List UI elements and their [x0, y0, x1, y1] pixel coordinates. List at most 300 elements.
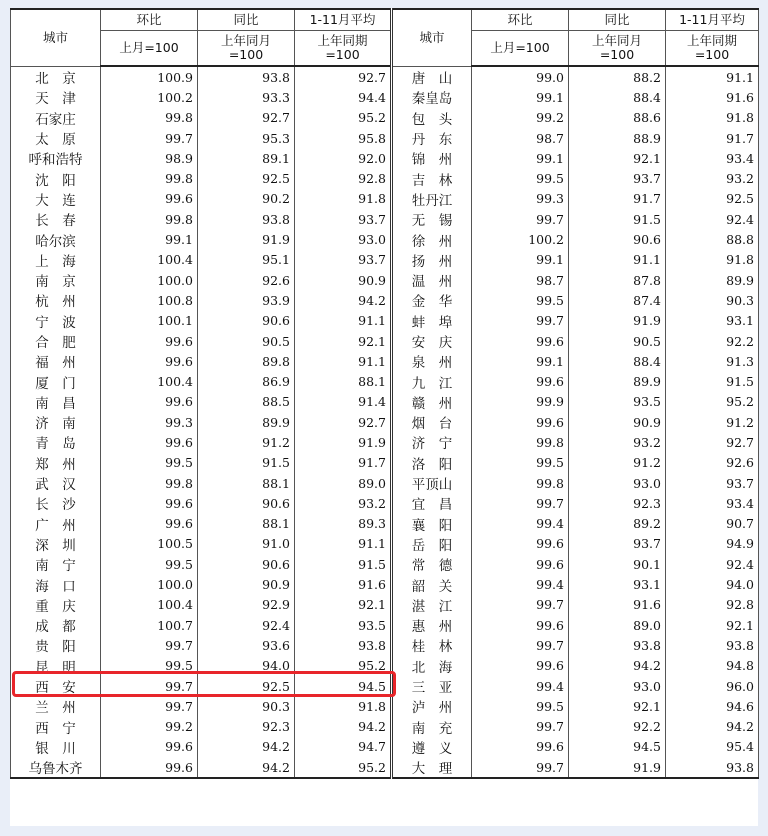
mom-cell: 99.6 — [472, 656, 569, 676]
avg-cell: 91.1 — [295, 351, 392, 371]
mom-cell: 99.6 — [472, 615, 569, 635]
city-cell: 惠 州 — [392, 615, 472, 635]
yoy-cell: 88.2 — [569, 66, 666, 87]
avg-cell: 91.8 — [295, 696, 392, 716]
mom-cell: 100.5 — [101, 534, 198, 554]
yoy-cell: 92.9 — [198, 595, 295, 615]
avg-cell: 91.4 — [295, 392, 392, 412]
city-cell: 银 川 — [11, 737, 101, 757]
yoy-cell: 89.0 — [569, 615, 666, 635]
city-cell: 秦皇岛 — [392, 87, 472, 107]
city-cell: 青 岛 — [11, 432, 101, 452]
mom-cell: 99.0 — [472, 66, 569, 87]
avg-cell: 93.2 — [295, 493, 392, 513]
avg-cell: 93.4 — [666, 493, 759, 513]
city-cell: 贵 阳 — [11, 635, 101, 655]
city-cell: 常 德 — [392, 554, 472, 574]
mom-cell: 99.2 — [472, 108, 569, 128]
city-cell: 上 海 — [11, 250, 101, 270]
city-cell: 赣 州 — [392, 392, 472, 412]
avg-cell: 91.5 — [295, 554, 392, 574]
yoy-cell: 95.3 — [198, 128, 295, 148]
avg-cell: 88.1 — [295, 371, 392, 391]
mom-cell: 98.9 — [101, 148, 198, 168]
city-cell: 广 州 — [11, 514, 101, 534]
mom-cell: 100.2 — [472, 229, 569, 249]
mom-cell: 99.8 — [101, 473, 198, 493]
avg-cell: 93.8 — [666, 635, 759, 655]
city-cell: 呼和浩特 — [11, 148, 101, 168]
city-cell: 石家庄 — [11, 108, 101, 128]
city-cell: 海 口 — [11, 574, 101, 594]
header-city-left: 城市 — [11, 9, 101, 66]
avg-cell: 93.2 — [666, 168, 759, 188]
yoy-cell: 89.2 — [569, 514, 666, 534]
header-yoy-base-right — [569, 31, 666, 67]
table-row — [11, 270, 759, 290]
city-cell: 济 宁 — [392, 432, 472, 452]
yoy-cell: 95.1 — [198, 250, 295, 270]
header-yoy-base-line1: 上年同月 — [591, 33, 642, 48]
mom-cell: 99.5 — [101, 453, 198, 473]
city-cell: 平顶山 — [392, 473, 472, 493]
city-cell: 天 津 — [11, 87, 101, 107]
city-cell: 兰 州 — [11, 696, 101, 716]
city-cell: 太 原 — [11, 128, 101, 148]
mom-cell: 99.1 — [472, 87, 569, 107]
avg-cell: 89.0 — [295, 473, 392, 493]
yoy-cell: 91.7 — [569, 189, 666, 209]
yoy-cell: 89.9 — [198, 412, 295, 432]
yoy-cell: 93.8 — [569, 635, 666, 655]
header-avg-base-line1: 上年同期 — [686, 33, 737, 48]
header-yoy-base-line2: =100 — [599, 47, 635, 62]
yoy-cell: 91.2 — [569, 453, 666, 473]
yoy-cell: 87.4 — [569, 290, 666, 310]
city-cell: 南 京 — [11, 270, 101, 290]
city-cell: 唐 山 — [392, 66, 472, 87]
yoy-cell: 88.5 — [198, 392, 295, 412]
mom-cell: 99.5 — [472, 696, 569, 716]
mom-cell: 99.6 — [101, 737, 198, 757]
city-cell: 扬 州 — [392, 250, 472, 270]
mom-cell: 99.6 — [101, 493, 198, 513]
yoy-cell: 93.1 — [569, 574, 666, 594]
city-cell: 北 海 — [392, 656, 472, 676]
city-cell: 成 都 — [11, 615, 101, 635]
yoy-cell: 92.7 — [198, 108, 295, 128]
avg-cell: 94.2 — [295, 717, 392, 737]
mom-cell: 99.9 — [472, 392, 569, 412]
mom-cell: 99.8 — [101, 168, 198, 188]
mom-cell: 99.6 — [472, 554, 569, 574]
yoy-cell: 90.6 — [198, 493, 295, 513]
avg-cell: 92.5 — [666, 189, 759, 209]
city-cell: 大 理 — [392, 757, 472, 778]
yoy-cell: 92.2 — [569, 717, 666, 737]
mom-cell: 99.6 — [472, 371, 569, 391]
avg-cell: 92.8 — [666, 595, 759, 615]
header-mom-base-left: 上月=100 — [101, 31, 198, 67]
yoy-cell: 93.8 — [198, 209, 295, 229]
city-cell: 温 州 — [392, 270, 472, 290]
city-cell: 九 江 — [392, 371, 472, 391]
table-row — [11, 108, 759, 128]
avg-cell: 91.9 — [295, 432, 392, 452]
avg-cell: 94.0 — [666, 574, 759, 594]
yoy-cell: 86.9 — [198, 371, 295, 391]
header-mom-left: 环比 — [101, 9, 198, 31]
city-cell: 合 肥 — [11, 331, 101, 351]
table-row — [11, 87, 759, 107]
mom-cell: 99.6 — [101, 189, 198, 209]
city-cell: 无 锡 — [392, 209, 472, 229]
table-row — [11, 757, 759, 778]
table-row — [11, 371, 759, 391]
avg-cell: 91.1 — [295, 534, 392, 554]
mom-cell: 99.8 — [101, 108, 198, 128]
mom-cell: 99.6 — [101, 351, 198, 371]
mom-cell: 100.4 — [101, 250, 198, 270]
mom-cell: 99.6 — [472, 412, 569, 432]
city-cell: 乌鲁木齐 — [11, 757, 101, 778]
avg-cell: 93.4 — [666, 148, 759, 168]
yoy-cell: 93.3 — [198, 87, 295, 107]
avg-cell: 92.0 — [295, 148, 392, 168]
avg-cell: 91.1 — [295, 311, 392, 331]
city-cell: 西 宁 — [11, 717, 101, 737]
yoy-cell: 92.1 — [569, 148, 666, 168]
yoy-cell: 90.3 — [198, 696, 295, 716]
city-cell: 牡丹江 — [392, 189, 472, 209]
city-cell: 襄 阳 — [392, 514, 472, 534]
avg-cell: 92.6 — [666, 453, 759, 473]
table-row — [11, 595, 759, 615]
table-row — [11, 737, 759, 757]
city-cell: 泉 州 — [392, 351, 472, 371]
avg-cell: 93.0 — [295, 229, 392, 249]
city-cell: 吉 林 — [392, 168, 472, 188]
yoy-cell: 88.4 — [569, 87, 666, 107]
mom-cell: 99.6 — [101, 432, 198, 452]
mom-cell: 99.5 — [101, 656, 198, 676]
table-row — [11, 453, 759, 473]
table-row — [11, 392, 759, 412]
table-row — [11, 128, 759, 148]
avg-cell: 91.6 — [295, 574, 392, 594]
mom-cell: 99.6 — [101, 392, 198, 412]
mom-cell: 99.6 — [472, 534, 569, 554]
mom-cell: 99.7 — [472, 635, 569, 655]
avg-cell: 93.7 — [666, 473, 759, 493]
mom-cell: 100.1 — [101, 311, 198, 331]
yoy-cell: 90.1 — [569, 554, 666, 574]
mom-cell: 99.5 — [472, 168, 569, 188]
yoy-cell: 90.2 — [198, 189, 295, 209]
mom-cell: 99.1 — [472, 148, 569, 168]
mom-cell: 99.1 — [472, 351, 569, 371]
header-yoy-base-left — [198, 31, 295, 67]
city-cell: 桂 林 — [392, 635, 472, 655]
header-avg-base-line2: =100 — [325, 47, 360, 62]
yoy-cell: 93.0 — [569, 676, 666, 696]
table-row — [11, 412, 759, 432]
table-row — [11, 656, 759, 676]
yoy-cell: 89.8 — [198, 351, 295, 371]
mom-cell: 99.7 — [101, 676, 198, 696]
yoy-cell: 92.5 — [198, 168, 295, 188]
city-cell: 长 春 — [11, 209, 101, 229]
avg-cell: 93.5 — [295, 615, 392, 635]
yoy-cell: 93.7 — [569, 534, 666, 554]
avg-cell: 92.4 — [666, 554, 759, 574]
avg-cell: 91.8 — [666, 108, 759, 128]
table-row — [11, 209, 759, 229]
city-cell: 长 沙 — [11, 493, 101, 513]
yoy-cell: 91.5 — [569, 209, 666, 229]
mom-cell: 99.7 — [101, 128, 198, 148]
table-row — [11, 514, 759, 534]
mom-cell: 99.7 — [472, 493, 569, 513]
city-cell: 南 宁 — [11, 554, 101, 574]
mom-cell: 99.8 — [472, 473, 569, 493]
table-row — [11, 148, 759, 168]
city-cell: 哈尔滨 — [11, 229, 101, 249]
mom-cell: 100.0 — [101, 574, 198, 594]
city-cell: 丹 东 — [392, 128, 472, 148]
avg-cell: 92.7 — [295, 66, 392, 87]
yoy-cell: 92.6 — [198, 270, 295, 290]
city-cell: 西 安 — [11, 676, 101, 696]
city-cell: 金 华 — [392, 290, 472, 310]
yoy-cell: 90.5 — [569, 331, 666, 351]
mom-cell: 99.3 — [101, 412, 198, 432]
mom-cell: 99.6 — [472, 331, 569, 351]
mom-cell: 100.4 — [101, 371, 198, 391]
city-cell: 包 头 — [392, 108, 472, 128]
mom-cell: 99.4 — [472, 676, 569, 696]
table-row — [11, 168, 759, 188]
table-row — [11, 696, 759, 716]
avg-cell: 94.9 — [666, 534, 759, 554]
header-avg-left: 1-11月平均 — [295, 9, 392, 31]
avg-cell: 92.1 — [295, 331, 392, 351]
city-cell: 宜 昌 — [392, 493, 472, 513]
avg-cell: 91.3 — [666, 351, 759, 371]
yoy-cell: 94.2 — [198, 757, 295, 778]
city-cell: 安 庆 — [392, 331, 472, 351]
city-cell: 福 州 — [11, 351, 101, 371]
table-row — [11, 311, 759, 331]
yoy-cell: 91.9 — [569, 757, 666, 778]
header-yoy-left: 同比 — [198, 9, 295, 31]
yoy-cell: 93.0 — [569, 473, 666, 493]
city-cell: 大 连 — [11, 189, 101, 209]
yoy-cell: 90.6 — [198, 311, 295, 331]
city-cell: 韶 关 — [392, 574, 472, 594]
yoy-cell: 92.3 — [569, 493, 666, 513]
avg-cell: 92.2 — [666, 331, 759, 351]
avg-cell: 94.4 — [295, 87, 392, 107]
mom-cell: 99.7 — [472, 757, 569, 778]
table-row — [11, 676, 759, 696]
avg-cell: 90.7 — [666, 514, 759, 534]
avg-cell: 93.7 — [295, 209, 392, 229]
mom-cell: 98.7 — [472, 270, 569, 290]
yoy-cell: 91.9 — [198, 229, 295, 249]
mom-cell: 99.8 — [472, 432, 569, 452]
mom-cell: 100.2 — [101, 87, 198, 107]
avg-cell: 95.2 — [295, 108, 392, 128]
avg-cell: 91.1 — [666, 66, 759, 87]
city-cell: 徐 州 — [392, 229, 472, 249]
mom-cell: 99.3 — [472, 189, 569, 209]
header-yoy-right: 同比 — [569, 9, 666, 31]
table-row — [11, 250, 759, 270]
avg-cell: 92.8 — [295, 168, 392, 188]
city-cell: 深 圳 — [11, 534, 101, 554]
header-mom-base-right: 上月=100 — [472, 31, 569, 67]
yoy-cell: 90.6 — [569, 229, 666, 249]
yoy-cell: 88.1 — [198, 514, 295, 534]
avg-cell: 94.8 — [666, 656, 759, 676]
city-cell: 岳 阳 — [392, 534, 472, 554]
avg-cell: 95.2 — [666, 392, 759, 412]
yoy-cell: 92.1 — [569, 696, 666, 716]
avg-cell: 91.7 — [295, 453, 392, 473]
mom-cell: 99.6 — [101, 514, 198, 534]
avg-cell: 93.7 — [295, 250, 392, 270]
avg-cell: 91.8 — [666, 250, 759, 270]
mom-cell: 100.0 — [101, 270, 198, 290]
city-cell: 宁 波 — [11, 311, 101, 331]
yoy-cell: 92.3 — [198, 717, 295, 737]
yoy-cell: 93.6 — [198, 635, 295, 655]
yoy-cell: 87.8 — [569, 270, 666, 290]
yoy-cell: 93.9 — [198, 290, 295, 310]
avg-cell: 96.0 — [666, 676, 759, 696]
avg-cell: 89.9 — [666, 270, 759, 290]
city-cell: 武 汉 — [11, 473, 101, 493]
avg-cell: 94.7 — [295, 737, 392, 757]
header-avg-base-line2: =100 — [694, 47, 730, 62]
table-row — [11, 189, 759, 209]
mom-cell: 99.5 — [472, 290, 569, 310]
city-cell: 南 昌 — [11, 392, 101, 412]
yoy-cell: 93.8 — [198, 66, 295, 87]
mom-cell: 99.4 — [472, 574, 569, 594]
avg-cell: 92.1 — [666, 615, 759, 635]
mom-cell: 100.8 — [101, 290, 198, 310]
mom-cell: 99.8 — [101, 209, 198, 229]
city-cell: 烟 台 — [392, 412, 472, 432]
mom-cell: 99.1 — [472, 250, 569, 270]
yoy-cell: 94.5 — [569, 737, 666, 757]
yoy-cell: 92.5 — [198, 676, 295, 696]
city-cell: 重 庆 — [11, 595, 101, 615]
mom-cell: 100.9 — [101, 66, 198, 87]
header-city-right: 城市 — [392, 9, 472, 66]
yoy-cell: 94.2 — [569, 656, 666, 676]
avg-cell: 94.2 — [295, 290, 392, 310]
yoy-cell: 91.9 — [569, 311, 666, 331]
city-cell: 湛 江 — [392, 595, 472, 615]
yoy-cell: 91.6 — [569, 595, 666, 615]
city-cell: 泸 州 — [392, 696, 472, 716]
table-row — [11, 717, 759, 737]
city-cell: 南 充 — [392, 717, 472, 737]
avg-cell: 93.1 — [666, 311, 759, 331]
mom-cell: 100.7 — [101, 615, 198, 635]
mom-cell: 100.4 — [101, 595, 198, 615]
mom-cell: 99.2 — [101, 717, 198, 737]
header-yoy-base-line1: 上年同月 — [220, 33, 271, 48]
avg-cell: 90.3 — [666, 290, 759, 310]
avg-cell: 94.2 — [666, 717, 759, 737]
city-cell: 洛 阳 — [392, 453, 472, 473]
header-avg-base-left — [295, 31, 392, 67]
mom-cell: 99.1 — [101, 229, 198, 249]
mom-cell: 99.4 — [472, 514, 569, 534]
table-body — [11, 66, 759, 778]
avg-cell: 93.8 — [295, 635, 392, 655]
avg-cell: 91.7 — [666, 128, 759, 148]
header-yoy-base-line2: =100 — [228, 47, 264, 62]
city-cell: 沈 阳 — [11, 168, 101, 188]
yoy-cell: 93.2 — [569, 432, 666, 452]
yoy-cell: 89.1 — [198, 148, 295, 168]
mom-cell: 99.5 — [472, 453, 569, 473]
city-cell: 蚌 埠 — [392, 311, 472, 331]
mom-cell: 99.6 — [101, 757, 198, 778]
table-row — [11, 635, 759, 655]
city-cell: 杭 州 — [11, 290, 101, 310]
table-row — [11, 554, 759, 574]
yoy-cell: 89.9 — [569, 371, 666, 391]
avg-cell: 91.8 — [295, 189, 392, 209]
city-cell: 郑 州 — [11, 453, 101, 473]
yoy-cell: 93.5 — [569, 392, 666, 412]
table-row — [11, 615, 759, 635]
avg-cell: 93.8 — [666, 757, 759, 778]
mom-cell: 99.7 — [101, 696, 198, 716]
avg-cell: 88.8 — [666, 229, 759, 249]
yoy-cell: 94.0 — [198, 656, 295, 676]
avg-cell: 90.9 — [295, 270, 392, 290]
mom-cell: 99.5 — [101, 554, 198, 574]
avg-cell: 92.7 — [666, 432, 759, 452]
avg-cell: 91.2 — [666, 412, 759, 432]
yoy-cell: 94.2 — [198, 737, 295, 757]
mom-cell: 98.7 — [472, 128, 569, 148]
avg-cell: 95.4 — [666, 737, 759, 757]
table-row — [11, 534, 759, 554]
mom-cell: 99.7 — [472, 717, 569, 737]
header-avg-right: 1-11月平均 — [666, 9, 759, 31]
mom-cell: 99.7 — [101, 635, 198, 655]
avg-cell: 95.8 — [295, 128, 392, 148]
table-row — [11, 66, 759, 87]
table-row — [11, 574, 759, 594]
avg-cell: 92.1 — [295, 595, 392, 615]
yoy-cell: 91.2 — [198, 432, 295, 452]
mom-cell: 99.7 — [472, 311, 569, 331]
yoy-cell: 88.4 — [569, 351, 666, 371]
yoy-cell: 90.9 — [198, 574, 295, 594]
city-cell: 北 京 — [11, 66, 101, 87]
avg-cell: 92.7 — [295, 412, 392, 432]
avg-cell: 94.5 — [295, 676, 392, 696]
